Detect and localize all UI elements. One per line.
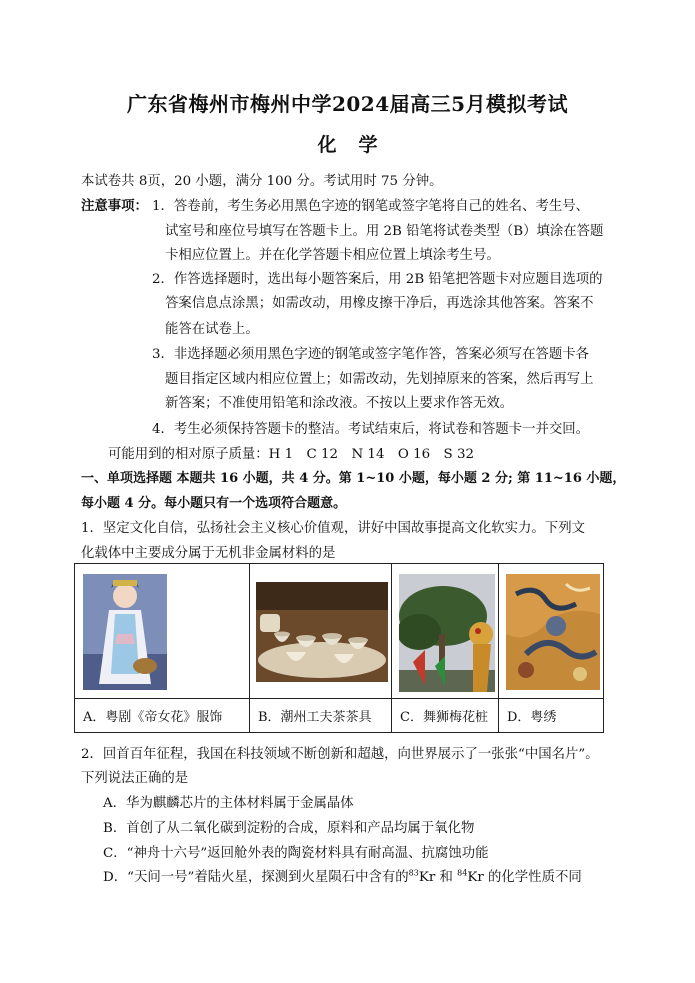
embroidery-photo	[506, 574, 600, 690]
isotope-mass-83: 83	[408, 868, 419, 878]
opera-costume-photo	[83, 574, 167, 690]
exam-intro: 本试卷共 8页，20 小题，满分 100 分。考试用时 75 分钟。	[81, 174, 443, 189]
atomic-masses: 可能用到的相对原子质量：H 1 C 12 N 14 O 16 S 32	[108, 447, 474, 462]
option-d-image	[499, 564, 604, 699]
notice-line: 试室号和座位号填写在答题卡上。用 2B 铅笔将试卷类型（B）填涂在答题	[165, 224, 604, 239]
notice-line: 4．考生必须保持答题卡的整洁。考试结束后，将试卷和答题卡一并交回。	[152, 422, 590, 437]
q2-option-b[interactable]: B．首创了从二氧化碳到淀粉的合成，原料和产品均属于氧化物	[103, 821, 475, 836]
notice-label: 注意事项：	[81, 198, 148, 214]
option-a[interactable]: A．粤剧《帝女花》服饰	[75, 699, 250, 733]
option-b[interactable]: B．潮州工夫茶茶具	[250, 699, 392, 733]
q2-option-d-text: Kr 和	[418, 870, 453, 885]
q2-option-a[interactable]: A．华为麒麟芯片的主体材料属于金属晶体	[103, 796, 354, 811]
section-heading: 一、单项选择题 本题共 16 小题，共 4 分。第 1~10 小题，每小题 2 分; 第 11~16 小题，	[81, 471, 626, 486]
notice-line: 能答在试卷上。	[165, 322, 259, 337]
q2-stem-cont: 下列说法正确的是	[81, 771, 189, 786]
option-c[interactable]: C．舞狮梅花桩	[392, 699, 499, 733]
notice-line: 3．非选择题必须用黑色字迹的钢笔或签字笔作答，答案必须写在答题卡各	[152, 347, 590, 362]
tea-set-photo	[256, 582, 388, 682]
notice-line: 题目指定区域内相应位置上；如需改动，先划掉原来的答案，然后再写上	[165, 372, 594, 387]
lion-dance-photo	[399, 574, 495, 692]
q2-option-d[interactable]	[103, 866, 582, 885]
subject-title: 化学	[317, 134, 400, 156]
option-c-image	[392, 564, 499, 699]
q1-options-table	[74, 563, 604, 733]
isotope-mass-84: 84	[457, 868, 468, 878]
notice-line: 2．作答选择题时，选出每小题答案后，用 2B 铅笔把答题卡对应题目选项的	[152, 272, 603, 287]
notice-line: 卡相应位置上。并在化学答题卡相应位置上填涂考生号。	[165, 248, 500, 263]
q2-stem: 2．回首百年征程，我国在科技领域不断创新和超越，向世界展示了一张张“中国名片”。	[81, 747, 599, 762]
option-b-image	[250, 564, 392, 699]
option-d[interactable]: D．粤绣	[499, 699, 604, 733]
exam-title: 广东省梅州市梅州中学2024届高三5月模拟考试	[126, 92, 569, 116]
notice-line: 1．答卷前，考生务必用黑色字迹的钢笔或签字笔将自己的姓名、考生号、	[152, 199, 590, 214]
q2-option-d-text: D．“天问一号”着陆火星，探测到火星陨石中含有的	[103, 870, 409, 885]
q1-stem: 1．坚定文化自信，弘扬社会主义核心价值观，讲好中国故事提高文化软实力。下列文	[81, 521, 585, 536]
notice-line: 答案信息点涂黑；如需改动，用橡皮擦干净后，再选涂其他答案。答案不	[165, 296, 594, 311]
section-heading-cont: 每小题 4 分。每小题只有一个选项符合题意。	[81, 496, 347, 511]
q2-option-c[interactable]: C．“神舟十六号”返回舱外表的陶瓷材料具有耐高温、抗腐蚀功能	[103, 846, 489, 861]
notice-line: 新答案；不准使用铅笔和涂改液。不按以上要求作答无效。	[165, 396, 514, 411]
option-a-image	[75, 564, 250, 699]
q2-option-d-text: Kr 的化学性质不同	[467, 870, 582, 885]
q1-stem-cont: 化载体中主要成分属于无机非金属材料的是	[81, 546, 336, 561]
